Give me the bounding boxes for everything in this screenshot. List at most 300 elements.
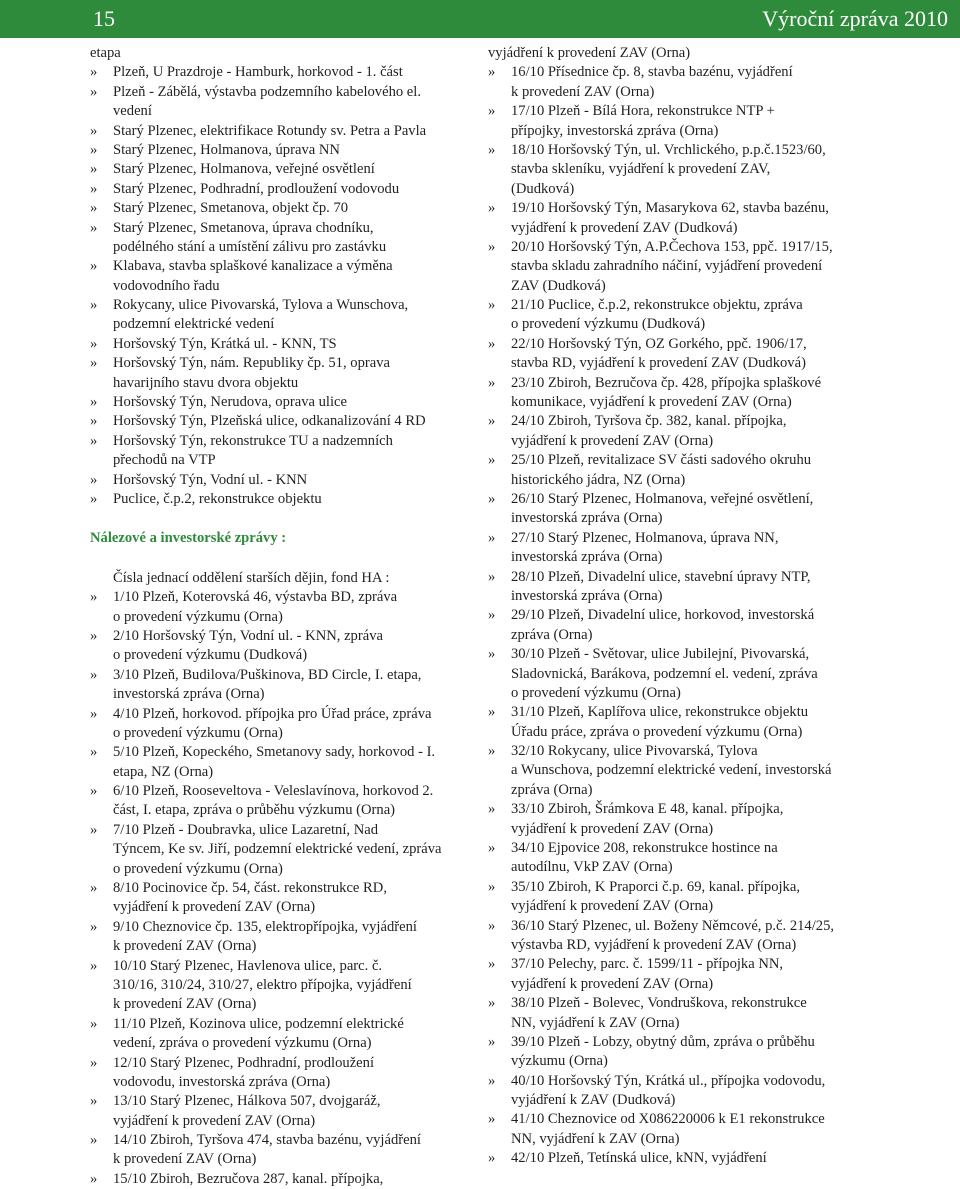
list-item-continuation xyxy=(90,238,475,257)
list-item-text xyxy=(488,63,880,82)
list-item-label: 25/10 Plzeň, revitalizace SV části sadového okruhu xyxy=(511,452,812,469)
list-item-label: 19/10 Horšovský Týn, Masarykova 62, stavba bazénu, xyxy=(511,200,829,217)
list-item-continuation xyxy=(488,723,880,742)
list-item-continuation xyxy=(488,936,880,955)
list-item-continuation xyxy=(90,102,475,121)
list-item-label: Sladovnická, Barákova, podzemní el. vedení, zpráva xyxy=(511,665,818,682)
list-item-text xyxy=(488,955,880,974)
list-item-text xyxy=(90,335,475,354)
list-item-label: část, I. etapa, zpráva o průběhu výzkumu (Orna) xyxy=(113,802,396,819)
list-item-text xyxy=(90,918,475,937)
list-item xyxy=(488,1110,880,1149)
list-item-text xyxy=(488,490,880,509)
list-item xyxy=(90,957,475,1015)
list-item-continuation xyxy=(488,509,880,528)
bullet-icon: » xyxy=(488,878,496,895)
bullet-icon: » xyxy=(90,490,98,507)
list-item-label: o provedení výzkumu (Orna) xyxy=(511,684,681,701)
list-item-label: 39/10 Plzeň - Lobzy, obytný dům, zpráva o průběhu xyxy=(511,1033,815,1050)
list-item-continuation xyxy=(90,840,475,859)
list-item xyxy=(488,917,880,956)
list-item-label: 27/10 Starý Plzenec, Holmanova, úprava NN, xyxy=(511,529,779,546)
list-item-continuation xyxy=(488,858,880,877)
list-item-continuation xyxy=(488,393,880,412)
bullet-icon: » xyxy=(90,957,98,974)
bullet-icon: » xyxy=(488,529,496,546)
list-item xyxy=(488,955,880,994)
list-item-continuation xyxy=(90,1112,475,1131)
bullet-icon: » xyxy=(488,64,496,81)
list-item-continuation xyxy=(488,219,880,238)
list-item xyxy=(90,879,475,918)
bullet-icon: » xyxy=(90,627,98,644)
bullet-icon: » xyxy=(488,103,496,120)
list-item xyxy=(90,257,475,296)
list-item-label: 41/10 Cheznovice od X086220006 k E1 rekonstrukce xyxy=(511,1111,825,1128)
list-item xyxy=(90,432,475,471)
list-item-text xyxy=(488,800,880,819)
list-item-label: o provedení výzkumu (Orna) xyxy=(113,608,283,625)
list-item-label: 1/10 Plzeň, Koterovská 46, výstavba BD, zpráva xyxy=(113,589,398,606)
list-item-continuation xyxy=(488,257,880,276)
bullet-icon: » xyxy=(90,141,98,158)
list-item-label: o provedení výzkumu (Orna) xyxy=(113,860,283,877)
list-item-text xyxy=(90,1054,475,1073)
list-item xyxy=(90,219,475,258)
list-item-label: vyjádření k provedení ZAV (Orna) xyxy=(511,975,714,992)
list-item xyxy=(488,742,880,800)
bullet-icon: » xyxy=(90,258,98,275)
list-item-text xyxy=(488,878,880,897)
list-item-label: 11/10 Plzeň, Kozinova ulice, podzemní elektrické xyxy=(113,1015,404,1032)
bullet-icon: » xyxy=(488,956,496,973)
list-item-label: Rokycany, ulice Pivovarská, Tylova a Wunschova, xyxy=(113,297,409,314)
list-item-label: k provedení ZAV (Orna) xyxy=(511,83,655,100)
bullet-icon: » xyxy=(488,801,496,818)
list-item xyxy=(488,451,880,490)
list-item-continuation xyxy=(488,548,880,567)
list-item xyxy=(488,645,880,703)
list-item-continuation xyxy=(90,976,475,995)
list-item-text xyxy=(90,821,475,840)
list-item-continuation xyxy=(488,432,880,451)
list-item-label: přechodů na VTP xyxy=(113,452,216,469)
list-item-text xyxy=(90,705,475,724)
list-item-label: Horšovský Týn, Nerudova, oprava ulice xyxy=(113,394,347,411)
bullet-icon: » xyxy=(90,783,98,800)
list-item-continuation xyxy=(488,975,880,994)
list-item xyxy=(90,122,475,141)
list-item xyxy=(90,1092,475,1131)
list-item-text xyxy=(488,374,880,393)
list-item-label: 34/10 Ejpovice 208, rekonstrukce hostince na xyxy=(511,840,778,857)
list-item xyxy=(90,1170,475,1189)
list-item-continuation xyxy=(90,685,475,704)
list-item xyxy=(90,627,475,666)
left-column xyxy=(90,44,475,1189)
list-item-label: výstavba RD, vyjádření k provedení ZAV (Orna) xyxy=(511,936,797,953)
list-item-label: 23/10 Zbiroh, Bezručova čp. 428, přípojka splaškové xyxy=(511,374,822,391)
list-item-continuation xyxy=(90,937,475,956)
list-item-text xyxy=(90,490,475,509)
list-item-text xyxy=(488,703,880,722)
list-item-text xyxy=(90,627,475,646)
list-item-continuation xyxy=(488,1130,880,1149)
list-item-text xyxy=(90,296,475,315)
list-item xyxy=(488,1033,880,1072)
list-item xyxy=(488,839,880,878)
bullet-icon: » xyxy=(90,589,98,606)
list-item-label: 6/10 Plzeň, Rooseveltova - Veleslavínova, horkovod 2. xyxy=(113,783,434,800)
list-item xyxy=(90,141,475,160)
bullet-icon: » xyxy=(488,1111,496,1128)
bullet-icon: » xyxy=(488,607,496,624)
list-item-continuation xyxy=(90,995,475,1014)
list-item-continuation xyxy=(488,1091,880,1110)
list-item-label: vyjádření k provedení ZAV (Orna) xyxy=(511,820,714,837)
list-item xyxy=(488,141,880,199)
list-item-text xyxy=(90,432,475,451)
list-item-continuation xyxy=(488,820,880,839)
bullet-icon: » xyxy=(488,840,496,857)
list-item-label: investorská zpráva (Orna) xyxy=(511,510,663,527)
list-item-text xyxy=(488,1033,880,1052)
list-item xyxy=(488,529,880,568)
list-item-continuation xyxy=(488,761,880,780)
list-item xyxy=(90,1131,475,1170)
list-item-text xyxy=(90,666,475,685)
list-item-label: vyjádření k provedení ZAV (Orna) xyxy=(511,432,714,449)
bullet-icon: » xyxy=(90,918,98,935)
list-item-text xyxy=(488,412,880,431)
list-item-continuation xyxy=(488,354,880,373)
list-item-text xyxy=(90,354,475,373)
list-item-text xyxy=(488,451,880,470)
bullet-icon: » xyxy=(90,219,98,236)
list-item xyxy=(488,63,880,102)
list-item-label: o provedení výzkumu (Orna) xyxy=(113,724,283,741)
list-item-label: vodovodního řadu xyxy=(113,277,220,294)
list-item-label: 10/10 Starý Plzenec, Havlenova ulice, parc. č. xyxy=(113,957,383,974)
list-item-label: vyjádření k provedení ZAV (Dudková) xyxy=(511,219,738,236)
bullet-icon: » xyxy=(488,1150,496,1167)
list-item xyxy=(488,490,880,529)
list-item-text xyxy=(90,180,475,199)
list-item-label: 14/10 Zbiroh, Tyršova 474, stavba bazénu, vyjádření xyxy=(113,1132,421,1149)
list-item-text xyxy=(488,199,880,218)
list-item xyxy=(90,296,475,335)
list-item-label: 2/10 Horšovský Týn, Vodní ul. - KNN, zpráva xyxy=(113,627,383,644)
page-number: 15 xyxy=(93,6,115,31)
list-item-label: k provedení ZAV (Orna) xyxy=(113,1151,257,1168)
bullet-icon: » xyxy=(488,200,496,217)
list-item-label: Klabava, stavba splaškové kanalizace a výměna xyxy=(113,258,393,275)
list-item xyxy=(90,490,475,509)
list-item-label: vedení xyxy=(113,103,152,120)
bullet-icon: » xyxy=(488,374,496,391)
section-title xyxy=(90,529,475,548)
list-item-text xyxy=(488,1072,880,1091)
list-item-continuation xyxy=(488,277,880,296)
list-item-continuation xyxy=(488,122,880,141)
bullet-icon: » xyxy=(488,238,496,255)
list-item-label: 12/10 Starý Plzenec, Podhradní, prodloužení xyxy=(113,1054,375,1071)
list-item xyxy=(90,666,475,705)
list-item-label: vodovodu, investorská zpráva (Orna) xyxy=(113,1073,331,1090)
list-item-label: 7/10 Plzeň - Doubravka, ulice Lazaretní, Nad xyxy=(113,821,379,838)
list-item-continuation xyxy=(90,374,475,393)
list-item-label: výzkumu (Orna) xyxy=(511,1053,608,1070)
bullet-icon: » xyxy=(90,471,98,488)
list-item xyxy=(488,1149,880,1168)
project-list xyxy=(90,63,475,509)
list-item-label: 38/10 Plzeň - Bolevec, Vondruškova, rekonstrukce xyxy=(511,995,807,1012)
list-item-continuation xyxy=(488,160,880,179)
list-item xyxy=(90,743,475,782)
list-item-text xyxy=(90,83,475,102)
list-item-label: zpráva (Orna) xyxy=(511,781,593,798)
list-item-label: stavba skladu zahradního náčiní, vyjádření provedení xyxy=(511,258,823,275)
list-item-label: 16/10 Přísednice čp. 8, stavba bazénu, vyjádření xyxy=(511,64,793,81)
list-item-text xyxy=(90,160,475,179)
list-item-text xyxy=(488,568,880,587)
list-item xyxy=(90,354,475,393)
list-item-text xyxy=(488,742,880,761)
list-item-label: 21/10 Puclice, č.p.2, rekonstrukce objektu, zpráva xyxy=(511,297,803,314)
list-item-continuation xyxy=(488,587,880,606)
list-item xyxy=(90,782,475,821)
bullet-icon: » xyxy=(488,297,496,314)
list-item-continuation xyxy=(488,1014,880,1033)
list-item-label: 32/10 Rokycany, ulice Pivovarská, Tylova xyxy=(511,743,758,760)
list-item-label: zpráva (Orna) xyxy=(511,626,593,643)
list-item-label: Plzeň - Zábělá, výstavba podzemního kabelového el. xyxy=(113,83,421,100)
bullet-icon: » xyxy=(90,64,98,81)
list-item-label: 36/10 Starý Plzenec, ul. Boženy Němcové, p.č. 214/25, xyxy=(511,917,835,934)
list-item xyxy=(488,238,880,296)
list-item-label: 15/10 Zbiroh, Bezručova 287, kanal. přípojka, xyxy=(113,1170,384,1187)
bullet-icon: » xyxy=(90,880,98,897)
list-item-label: 310/16, 310/24, 310/27, elektro přípojka, vyjádření xyxy=(113,976,412,993)
list-item xyxy=(90,412,475,431)
list-item-label: Plzeň, U Prazdroje - Hamburk, horkovod - 1. část xyxy=(113,64,403,81)
right-column xyxy=(488,44,880,1169)
list-item xyxy=(90,393,475,412)
list-item-continuation xyxy=(90,608,475,627)
list-item-label: stavba RD, vyjádření k provedení ZAV (Dudková) xyxy=(511,355,806,372)
list-item xyxy=(488,102,880,141)
list-item-text xyxy=(488,1110,880,1129)
list-item-label: 3/10 Plzeň, Budilova/Puškinova, BD Circle, I. etapa, xyxy=(113,666,422,683)
list-item-text xyxy=(488,296,880,315)
bullet-icon: » xyxy=(90,335,98,352)
list-item-continuation xyxy=(488,1052,880,1071)
list-item-text xyxy=(90,1092,475,1111)
list-item-text xyxy=(90,471,475,490)
report-list xyxy=(90,588,475,1189)
list-item-label: 5/10 Plzeň, Kopeckého, Smetanovy sady, horkovod - I. xyxy=(113,744,436,761)
bullet-icon: » xyxy=(90,821,98,838)
bullet-icon: » xyxy=(90,432,98,449)
list-item-text xyxy=(488,645,880,664)
bullet-icon: » xyxy=(90,666,98,683)
list-item-label: 35/10 Zbiroh, K Praporci č.p. 69, kanal. přípojka, xyxy=(511,878,800,895)
list-item-continuation xyxy=(90,646,475,665)
list-item-label: ZAV (Dudková) xyxy=(511,277,606,294)
bullet-icon: » xyxy=(488,1033,496,1050)
report-list xyxy=(488,63,880,1168)
list-item xyxy=(90,180,475,199)
list-item-text xyxy=(90,1015,475,1034)
list-item-label: vyjádření k provedení ZAV (Orna) xyxy=(113,899,316,916)
list-item-label: k provedení ZAV (Orna) xyxy=(113,996,257,1013)
bullet-icon: » xyxy=(90,1170,98,1187)
bullet-icon: » xyxy=(90,1054,98,1071)
list-item-text xyxy=(488,917,880,936)
list-item-text xyxy=(488,102,880,121)
list-item-continuation xyxy=(90,763,475,782)
list-item-continuation xyxy=(488,897,880,916)
bullet-icon: » xyxy=(90,394,98,411)
list-item-label: Starý Plzenec, Holmanova, veřejné osvětlení xyxy=(113,161,375,178)
list-item-continuation xyxy=(488,315,880,334)
list-item-label: NN, vyjádření k ZAV (Orna) xyxy=(511,1130,680,1147)
list-item-label: 30/10 Plzeň - Světovar, ulice Jubilejní, Pivovarská, xyxy=(511,646,810,663)
bullet-icon: » xyxy=(90,180,98,197)
bullet-icon: » xyxy=(488,452,496,469)
list-item-text xyxy=(90,412,475,431)
bullet-icon: » xyxy=(90,83,98,100)
list-item xyxy=(488,568,880,607)
page-header xyxy=(0,0,960,38)
list-item-label: autodílnu, VkP ZAV (Orna) xyxy=(511,859,673,876)
list-item-label: 31/10 Plzeň, Kaplířova ulice, rekonstrukce objektu xyxy=(511,704,809,721)
list-item-continuation xyxy=(488,471,880,490)
bullet-icon: » xyxy=(90,1132,98,1149)
list-item-label: 20/10 Horšovský Týn, A.P.Čechova 153, ppč. 1917/15, xyxy=(511,238,833,255)
bullet-icon: » xyxy=(90,1015,98,1032)
list-item-label: vyjádření k provedení ZAV (Orna) xyxy=(511,898,714,915)
list-item-label: Starý Plzenec, elektrifikace Rotundy sv. Petra a Pavla xyxy=(113,122,427,139)
list-item-text xyxy=(90,63,475,82)
list-item-text xyxy=(90,879,475,898)
continuation-text: etapa xyxy=(90,45,121,61)
list-item-text xyxy=(488,141,880,160)
list-item-label: 42/10 Plzeň, Tetínská ulice, kNN, vyjádření xyxy=(511,1150,767,1167)
bullet-icon: » xyxy=(488,917,496,934)
bullet-icon: » xyxy=(90,413,98,430)
list-item-label: (Dudková) xyxy=(511,180,575,197)
bullet-icon: » xyxy=(90,705,98,722)
list-item-continuation xyxy=(90,451,475,470)
list-item-continuation xyxy=(488,781,880,800)
list-item-label: 18/10 Horšovský Týn, ul. Vrchlického, p.p.č.1523/60, xyxy=(511,141,826,158)
list-item xyxy=(90,1015,475,1054)
list-item-label: 33/10 Zbiroh, Šrámkova E 48, kanal. přípojka, xyxy=(511,801,784,818)
list-item xyxy=(90,1054,475,1093)
list-item-label: historického jádra, NZ (Orna) xyxy=(511,471,686,488)
list-item-label: podzemní elektrické vedení xyxy=(113,316,275,333)
list-item xyxy=(90,199,475,218)
list-item-text xyxy=(488,1149,880,1168)
list-item-label: 24/10 Zbiroh, Tyršova čp. 382, kanal. přípojka, xyxy=(511,413,787,430)
list-item-text xyxy=(90,1170,475,1189)
list-item-continuation xyxy=(488,684,880,703)
list-item-label: 8/10 Pocinovice čp. 54, část. rekonstrukce RD, xyxy=(113,880,387,897)
list-item xyxy=(488,412,880,451)
document-title: Výroční zpráva 2010 xyxy=(762,6,948,31)
list-item-label: Horšovský Týn, Vodní ul. - KNN xyxy=(113,471,308,488)
list-item-label: Horšovský Týn, rekonstrukce TU a nadzemních xyxy=(113,432,393,449)
list-item xyxy=(488,335,880,374)
bullet-icon: » xyxy=(90,122,98,139)
list-item-continuation xyxy=(90,801,475,820)
list-item xyxy=(90,588,475,627)
bullet-icon: » xyxy=(90,744,98,761)
list-item-text xyxy=(488,335,880,354)
list-item-continuation xyxy=(488,665,880,684)
list-item-text xyxy=(488,529,880,548)
list-item-label: Horšovský Týn, Plzeňská ulice, odkanalizování 4 RD xyxy=(113,413,426,430)
list-item-label: investorská zpráva (Orna) xyxy=(511,587,663,604)
bullet-icon: » xyxy=(488,141,496,158)
list-item xyxy=(90,918,475,957)
list-item-label: 9/10 Cheznovice čp. 135, elektropřípojka, vyjádření xyxy=(113,918,417,935)
bullet-icon: » xyxy=(488,743,496,760)
list-item-text xyxy=(488,839,880,858)
bullet-icon: » xyxy=(488,995,496,1012)
list-item xyxy=(488,878,880,917)
list-item-label: investorská zpráva (Orna) xyxy=(113,686,265,703)
bullet-icon: » xyxy=(488,646,496,663)
list-item-label: NN, vyjádření k ZAV (Orna) xyxy=(511,1014,680,1031)
list-item xyxy=(488,296,880,335)
list-item-text xyxy=(90,743,475,762)
list-item-label: Starý Plzenec, Holmanova, úprava NN xyxy=(113,141,340,158)
list-item-label: 37/10 Pelechy, parc. č. 1599/11 - přípojka NN, xyxy=(511,956,784,973)
bullet-icon: » xyxy=(488,1072,496,1089)
list-item-text xyxy=(90,1131,475,1150)
list-item xyxy=(90,63,475,82)
list-item-label: 17/10 Plzeň - Bílá Hora, rekonstrukce NTP + xyxy=(511,103,775,120)
list-item-continuation xyxy=(90,1073,475,1092)
list-item xyxy=(90,335,475,354)
list-item-continuation xyxy=(488,180,880,199)
continuation-text: vyjádření k provedení ZAV (Orna) xyxy=(488,45,691,61)
list-item xyxy=(488,374,880,413)
list-item xyxy=(90,471,475,490)
list-item xyxy=(90,705,475,744)
list-item xyxy=(90,160,475,179)
list-item-label: vyjádření k ZAV (Dudková) xyxy=(511,1092,676,1109)
list-item xyxy=(488,800,880,839)
list-item-continuation xyxy=(90,1150,475,1169)
list-item xyxy=(488,703,880,742)
list-item-label: 29/10 Plzeň, Divadelní ulice, horkovod, investorská xyxy=(511,607,815,624)
list-item xyxy=(90,83,475,122)
list-item-text xyxy=(90,393,475,412)
list-item-continuation xyxy=(90,277,475,296)
list-item-label: investorská zpráva (Orna) xyxy=(511,549,663,566)
list-item-label: 40/10 Horšovský Týn, Krátká ul., přípojka vodovodu, xyxy=(511,1072,826,1089)
bullet-icon: » xyxy=(488,490,496,507)
list-item-continuation xyxy=(488,83,880,102)
bullet-icon: » xyxy=(488,335,496,352)
list-item xyxy=(488,606,880,645)
list-item-text xyxy=(90,122,475,141)
list-item-label: přípojky, investorská zpráva (Orna) xyxy=(511,122,719,139)
list-item-label: Puclice, č.p.2, rekonstrukce objektu xyxy=(113,490,322,507)
